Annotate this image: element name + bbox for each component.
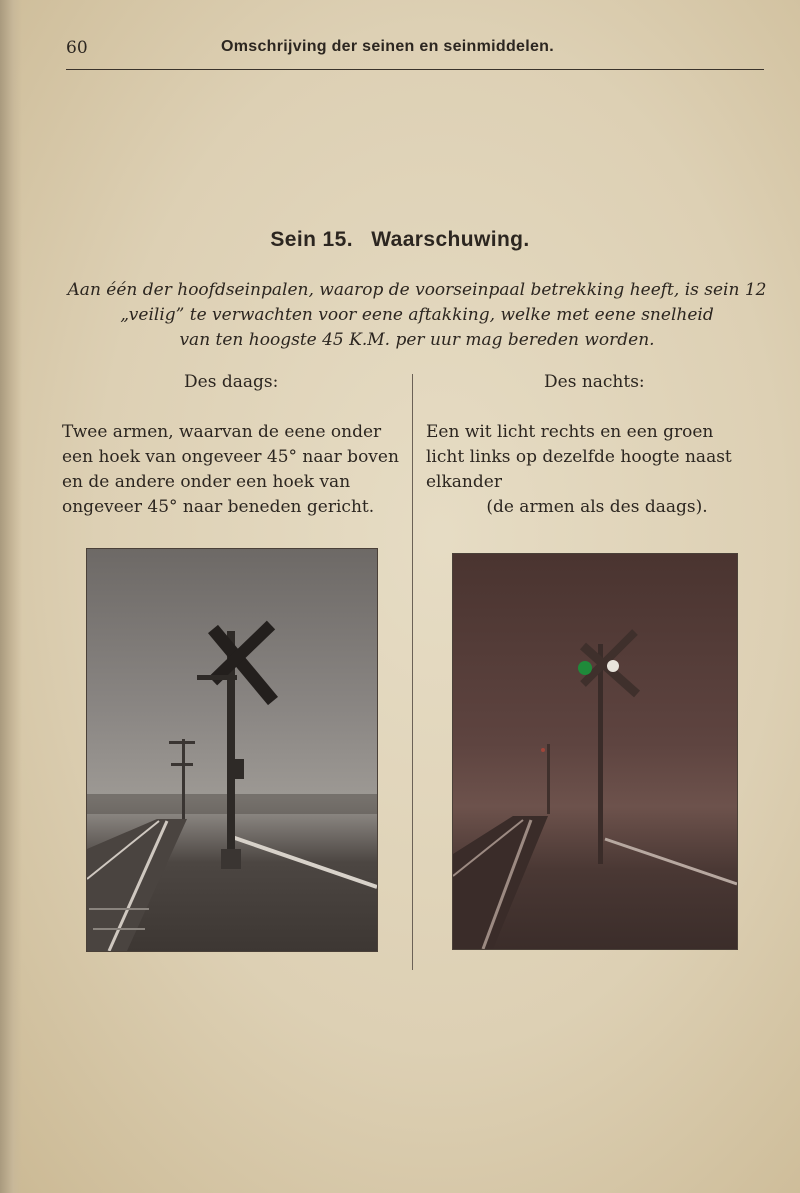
night-note: (de armen als des daags). xyxy=(486,497,708,517)
day-heading: Des daags: xyxy=(184,372,279,392)
night-photo-drawing xyxy=(453,554,737,949)
night-heading: Des nachts: xyxy=(544,372,645,392)
running-head: Omschrijving der seinen en seinmiddelen. xyxy=(221,38,554,55)
night-line: licht links op dezelfde hoogte naast xyxy=(426,447,732,467)
section-number: Sein 15. xyxy=(270,228,353,251)
intro-line: Aan één der hoofdseinpalen, waarop de voorseinpaal betrekking heeft, is sein 12 xyxy=(67,280,767,300)
page-binding-shadow xyxy=(0,0,22,1193)
intro-line: van ten hoogste 45 K.M. per uur mag bereden worden. xyxy=(179,330,655,350)
section-title xyxy=(0,228,800,252)
day-line: een hoek van ongeveer 45° naar boven xyxy=(62,447,399,467)
night-line: elkander xyxy=(426,472,502,492)
semaphore-signal-day-photo xyxy=(86,548,378,952)
white-light-icon xyxy=(607,660,619,672)
day-photo-drawing xyxy=(87,549,377,951)
day-line: Twee armen, waarvan de eene onder xyxy=(62,422,382,442)
semaphore-signal-night-photo xyxy=(452,553,738,950)
page-number: 60 xyxy=(66,38,88,58)
day-line: ongeveer 45° naar beneden gericht. xyxy=(62,497,375,517)
header-rule xyxy=(66,69,764,70)
intro-paragraph xyxy=(62,278,772,353)
day-line: en de andere onder een hoek van xyxy=(62,472,351,492)
green-light-icon xyxy=(578,661,592,675)
night-line: Een wit licht rechts en een groen xyxy=(426,422,714,442)
page-header xyxy=(66,36,766,72)
intro-line: „veilig” te verwachten voor eene aftakking, welke met eene snelheid xyxy=(120,305,714,325)
section-name: Waarschuwing. xyxy=(371,228,530,251)
day-description xyxy=(62,420,404,520)
night-description xyxy=(426,420,768,520)
column-divider xyxy=(412,374,413,970)
